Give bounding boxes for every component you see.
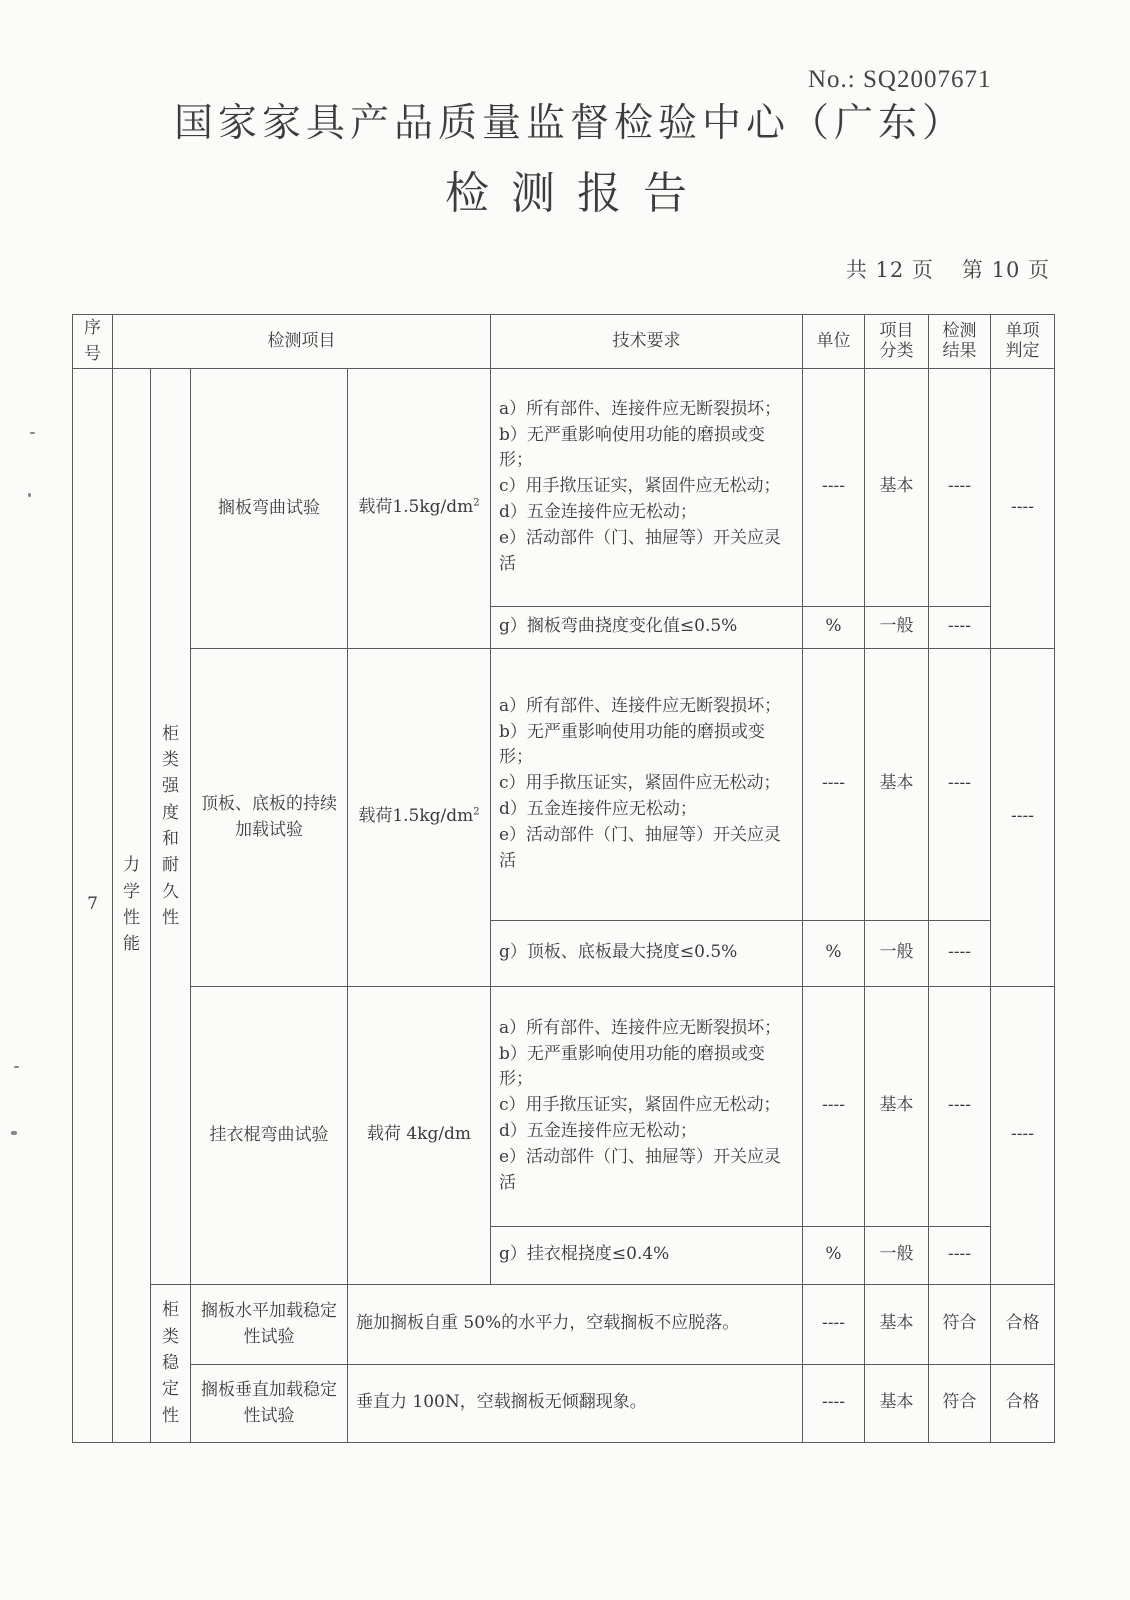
unit-cell: ---- <box>803 1284 865 1364</box>
scan-speck <box>30 432 35 434</box>
page-total: 共 12 页 <box>845 258 934 282</box>
verdict-cell: 合格 <box>991 1284 1055 1364</box>
result-cell: ---- <box>929 606 991 648</box>
subgroup-stability-cell: 柜类稳定性 <box>151 1284 191 1442</box>
result-cell: 符合 <box>929 1284 991 1364</box>
verdict-cell: ---- <box>991 648 1055 986</box>
verdict-cell: ---- <box>991 986 1055 1284</box>
requirement-cell: 施加搁板自重 50%的水平力，空载搁板不应脱落。 <box>348 1284 803 1364</box>
table-row <box>73 648 1055 920</box>
unit-cell: ---- <box>803 1364 865 1442</box>
unit-cell: ---- <box>803 368 865 606</box>
test-load: 载荷 4kg/dm <box>348 986 491 1284</box>
requirement-list <box>491 986 803 1226</box>
result-cell: ---- <box>929 368 991 606</box>
result-cell: ---- <box>929 1226 991 1284</box>
category-cell: 基本 <box>865 986 929 1226</box>
requirement-item: a）所有部件、连接件应无断裂损坏； <box>499 398 782 419</box>
table-row <box>73 1364 1055 1442</box>
group-cell: 力学性能 <box>113 368 151 1442</box>
page-current: 第 10 页 <box>961 258 1050 282</box>
unit-cell: ---- <box>803 648 865 920</box>
header-item: 检测项目 <box>113 315 491 369</box>
test-name: 顶板、底板的持续加载试验 <box>191 648 348 986</box>
requirement-item: b）无严重影响使用功能的磨损或变形； <box>499 721 765 768</box>
requirement-item: d）五金连接件应无松动； <box>499 799 697 820</box>
requirement-item: c）用手揿压证实，紧固件应无松动； <box>499 773 781 794</box>
header-verdict: 单项判定 <box>991 315 1055 369</box>
requirement-item: b）无严重影响使用功能的磨损或变形； <box>499 424 765 471</box>
verdict-cell: 合格 <box>991 1364 1055 1442</box>
table-header-row <box>73 315 1055 369</box>
result-cell: ---- <box>929 986 991 1226</box>
unit-cell: % <box>803 920 865 986</box>
table-row <box>73 1284 1055 1364</box>
header-unit: 单位 <box>803 315 865 369</box>
test-name: 挂衣棍弯曲试验 <box>191 986 348 1284</box>
requirement-item: a）所有部件、连接件应无断裂损坏； <box>499 1017 782 1038</box>
category-cell: 一般 <box>865 606 929 648</box>
test-load: 载荷$1.5kg/dm^2$ <box>348 648 491 986</box>
requirement-item: c）用手揿压证实，紧固件应无松动； <box>499 1095 781 1116</box>
test-name: 搁板垂直加载稳定性试验 <box>191 1364 348 1442</box>
scan-speck <box>14 1066 19 1068</box>
requirement-item: e）活动部件（门、抽屉等）开关应灵活 <box>499 1146 782 1193</box>
requirement-list <box>491 368 803 606</box>
test-results-table <box>72 314 1055 1443</box>
result-cell: 符合 <box>929 1364 991 1442</box>
requirement-list <box>491 648 803 920</box>
table-row <box>73 368 1055 606</box>
requirement-cell: 垂直力 100N，空载搁板无倾翻现象。 <box>348 1364 803 1442</box>
scan-speck <box>11 1131 17 1135</box>
requirement-item: e）活动部件（门、抽屉等）开关应灵活 <box>499 527 782 574</box>
unit-cell: % <box>803 606 865 648</box>
requirement-item: a）所有部件、连接件应无断裂损坏； <box>499 695 782 716</box>
test-load: 载荷$1.5kg/dm^2$ <box>348 368 491 648</box>
category-cell: 基本 <box>865 368 929 606</box>
report-number: No.: SQ2007671 <box>808 66 992 93</box>
header-category: 项目分类 <box>865 315 929 369</box>
category-cell: 一般 <box>865 920 929 986</box>
subgroup-strength-cell: 柜类强度和耐久性 <box>151 368 191 1284</box>
table-row <box>73 986 1055 1226</box>
unit-cell: ---- <box>803 986 865 1226</box>
requirement-g: g）搁板弯曲挠度变化值≤0.5% <box>491 606 803 648</box>
result-cell: ---- <box>929 648 991 920</box>
requirement-item: b）无严重影响使用功能的磨损或变形； <box>499 1043 765 1090</box>
requirement-item: c）用手揿压证实，紧固件应无松动； <box>499 476 781 497</box>
category-cell: 基本 <box>865 1284 929 1364</box>
test-name: 搁板水平加载稳定性试验 <box>191 1284 348 1364</box>
requirement-g: g）挂衣棍挠度≤0.4% <box>491 1226 803 1284</box>
page-counter <box>842 254 1050 284</box>
header-result: 检测结果 <box>929 315 991 369</box>
category-cell: 基本 <box>865 648 929 920</box>
requirement-item: d）五金连接件应无松动； <box>499 502 697 523</box>
organization-title: 国家家具产品质量监督检验中心（广东） <box>173 101 966 146</box>
header-requirement: 技术要求 <box>491 315 803 369</box>
verdict-cell: ---- <box>991 368 1055 648</box>
category-cell: 基本 <box>865 1364 929 1442</box>
requirement-g: g）顶板、底板最大挠度≤0.5% <box>491 920 803 986</box>
unit-cell: % <box>803 1226 865 1284</box>
document-title: 检测报告 <box>445 168 709 219</box>
seq-cell: 7 <box>73 368 113 1442</box>
scan-speck <box>28 493 31 497</box>
category-cell: 一般 <box>865 1226 929 1284</box>
test-name: 搁板弯曲试验 <box>191 368 348 648</box>
result-cell: ---- <box>929 920 991 986</box>
requirement-item: d）五金连接件应无松动； <box>499 1121 697 1142</box>
requirement-item: e）活动部件（门、抽屉等）开关应灵活 <box>499 824 782 871</box>
header-seq: 序号 <box>73 315 113 369</box>
